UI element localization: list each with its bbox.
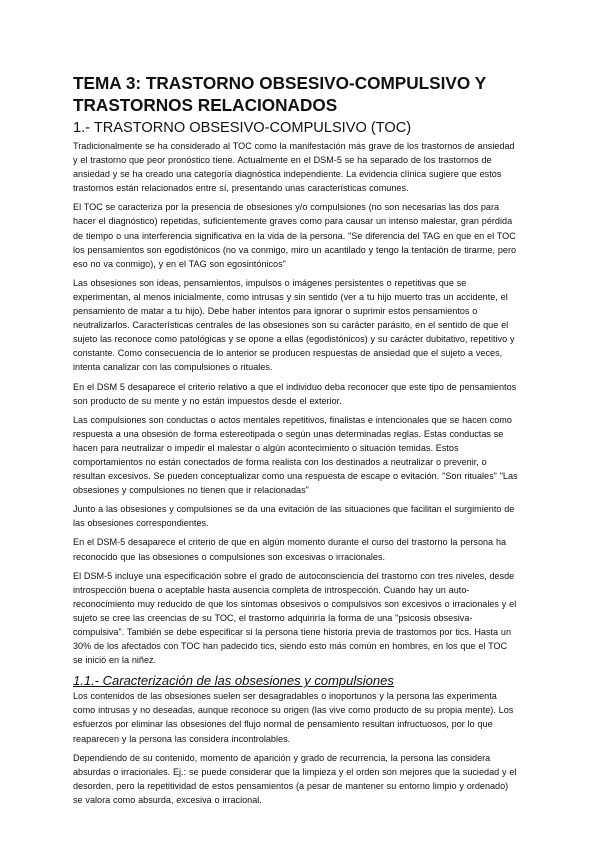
paragraph: Las obsesiones son ideas, pensamientos, impulsos o imágenes persistentes o repetitivas que se experimentan, al menos inicialmente, como intrusas y sin sentido (ver a tu hijo muerto tras un accidente, el pensamiento de matar a tu hijo). Debe haber intentos para ignorar o suprimir estos pensamientos o neutralizarlos. Características centrales de las obsesiones son su carácter parásito, en el sentido de que el sujeto las reconoce como patológicas y se opone a ellas (egodistónicos) y su carácter dubitativo, repetitivo y constante. Como consecuencia de lo anterior se producen respuestas de ansiedad que el sujeto a veces, intenta canalizar con las compulsiones o rituales. xyxy=(73,277,515,373)
paragraph: En el DSM 5 desaparece el criterio relativo a que el individuo deba reconocer que este tipo de pensamientos son producto de su mente y no están impuestos desde el exterior. xyxy=(73,381,517,406)
paragraph: Dependiendo de su contenido, momento de aparición y grado de recurrencia, la persona las considera absurdas o irracionales. Ej.: se puede considerar que la limpieza y el orden son mejores que la suciedad y el desorden, pero la repetitividad de estos pensamientos (a pesar de mantener su entorno limpio y ordenado) se valora como absurda, excesiva o irracional. xyxy=(73,752,517,805)
document-title: TEMA 3: TRASTORNO OBSESIVO-COMPULSIVO Y TRASTORNOS RELACIONADOS xyxy=(73,73,486,115)
paragraph: Las compulsiones son conductas o actos mentales repetitivos, finalistas e intencionales que se hacen como respuesta a una obsesión de forma estereotipada o según unas determinadas reglas. Estas conductas se hacen para neutralizar o impedir el malestar o algún acontecimiento o situación temidas. Estos comportamientos no están conectados de forma realista con los destinados a neutralizar o prevenir, o resultan excesivos. Se pueden conceptualizar como una respuesta de escape o evitación. "Son rituales" "Las obsesiones y compulsiones no tienen que ir relacionadas" xyxy=(73,414,518,496)
section-heading: 1.- TRASTORNO OBSESIVO-COMPULSIVO (TOC) xyxy=(73,120,412,136)
subsection-heading: 1.1.- Caracterización de las obsesiones y compulsiones xyxy=(73,673,394,689)
paragraph: El TOC se caracteriza por la presencia de obsesiones y/o compulsiones (no son necesarias las dos para hacer el diagnóstico) repetidas, suficientemente graves como para causar un intenso malestar, gran pérdida de tiempo o una interferencia significativa en la vida de la persona. "Se diferencia del TAG en que en el TOC los pensamientos son egodistónicos (no va conmigo, miro un acantilado y tengo la tentación de tirarme, pero eso no va conmigo), y en el TAG son egosintónicos" xyxy=(73,202,517,269)
paragraph: El DSM-5 incluye una especificación sobre el grado de autoconsciencia del trastorno con tres niveles, desde introspección buena o aceptable hasta ausencia completa de introspección. Cuando hay un auto-reconocimiento muy reducido de que los síntomas obsesivos o compulsivos son excesivos o irracionales y el sujeto se cree las creencias de su TOC, el trastorno adquiriría la forma de una "psicosis obsesiva-compulsiva". También se debe especificar si la persona tiene historia previa de trastornos por tics. Hasta un 30% de los afectados con TOC han padecido tics, siendo esto más común en hombres, en los que el TOC se inició en la niñez. xyxy=(73,570,517,666)
paragraph: Los contenidos de las obsesiones suelen ser desagradables o inoportunos y la persona las experimenta como intrusas y no deseadas, aunque reconoce su origen (las vive como producto de su propia mente). Los esfuerzos por eliminar las obsesiones del flujo normal de pensamiento resultan infructuosos, por lo que reaparecen y la persona las considera incontrolables. xyxy=(73,691,514,744)
paragraph: Junto a las obsesiones y compulsiones se da una evitación de las situaciones que facilitan el surgimiento de las obsesiones correspondientes. xyxy=(73,504,515,529)
paragraph: Tradicionalmente se ha considerado al TOC como la manifestación más grave de los trastornos de ansiedad y el trastorno que peor pronóstico tiene. Actualmente en el DSM-5 se ha separado de los trastornos de ansiedad y se ha creado una categoría diagnóstica independiente. La evidencia clínica sugiere que estos trastornos están relacionados entre sí, presentando unas características comunes. xyxy=(73,141,515,194)
paragraph: En el DSM-5 desaparece el criterio de que en algún momento durante el curso del trastorno la persona ha reconocido que las obsesiones o compulsiones son excesivas o irracionales. xyxy=(73,537,507,562)
